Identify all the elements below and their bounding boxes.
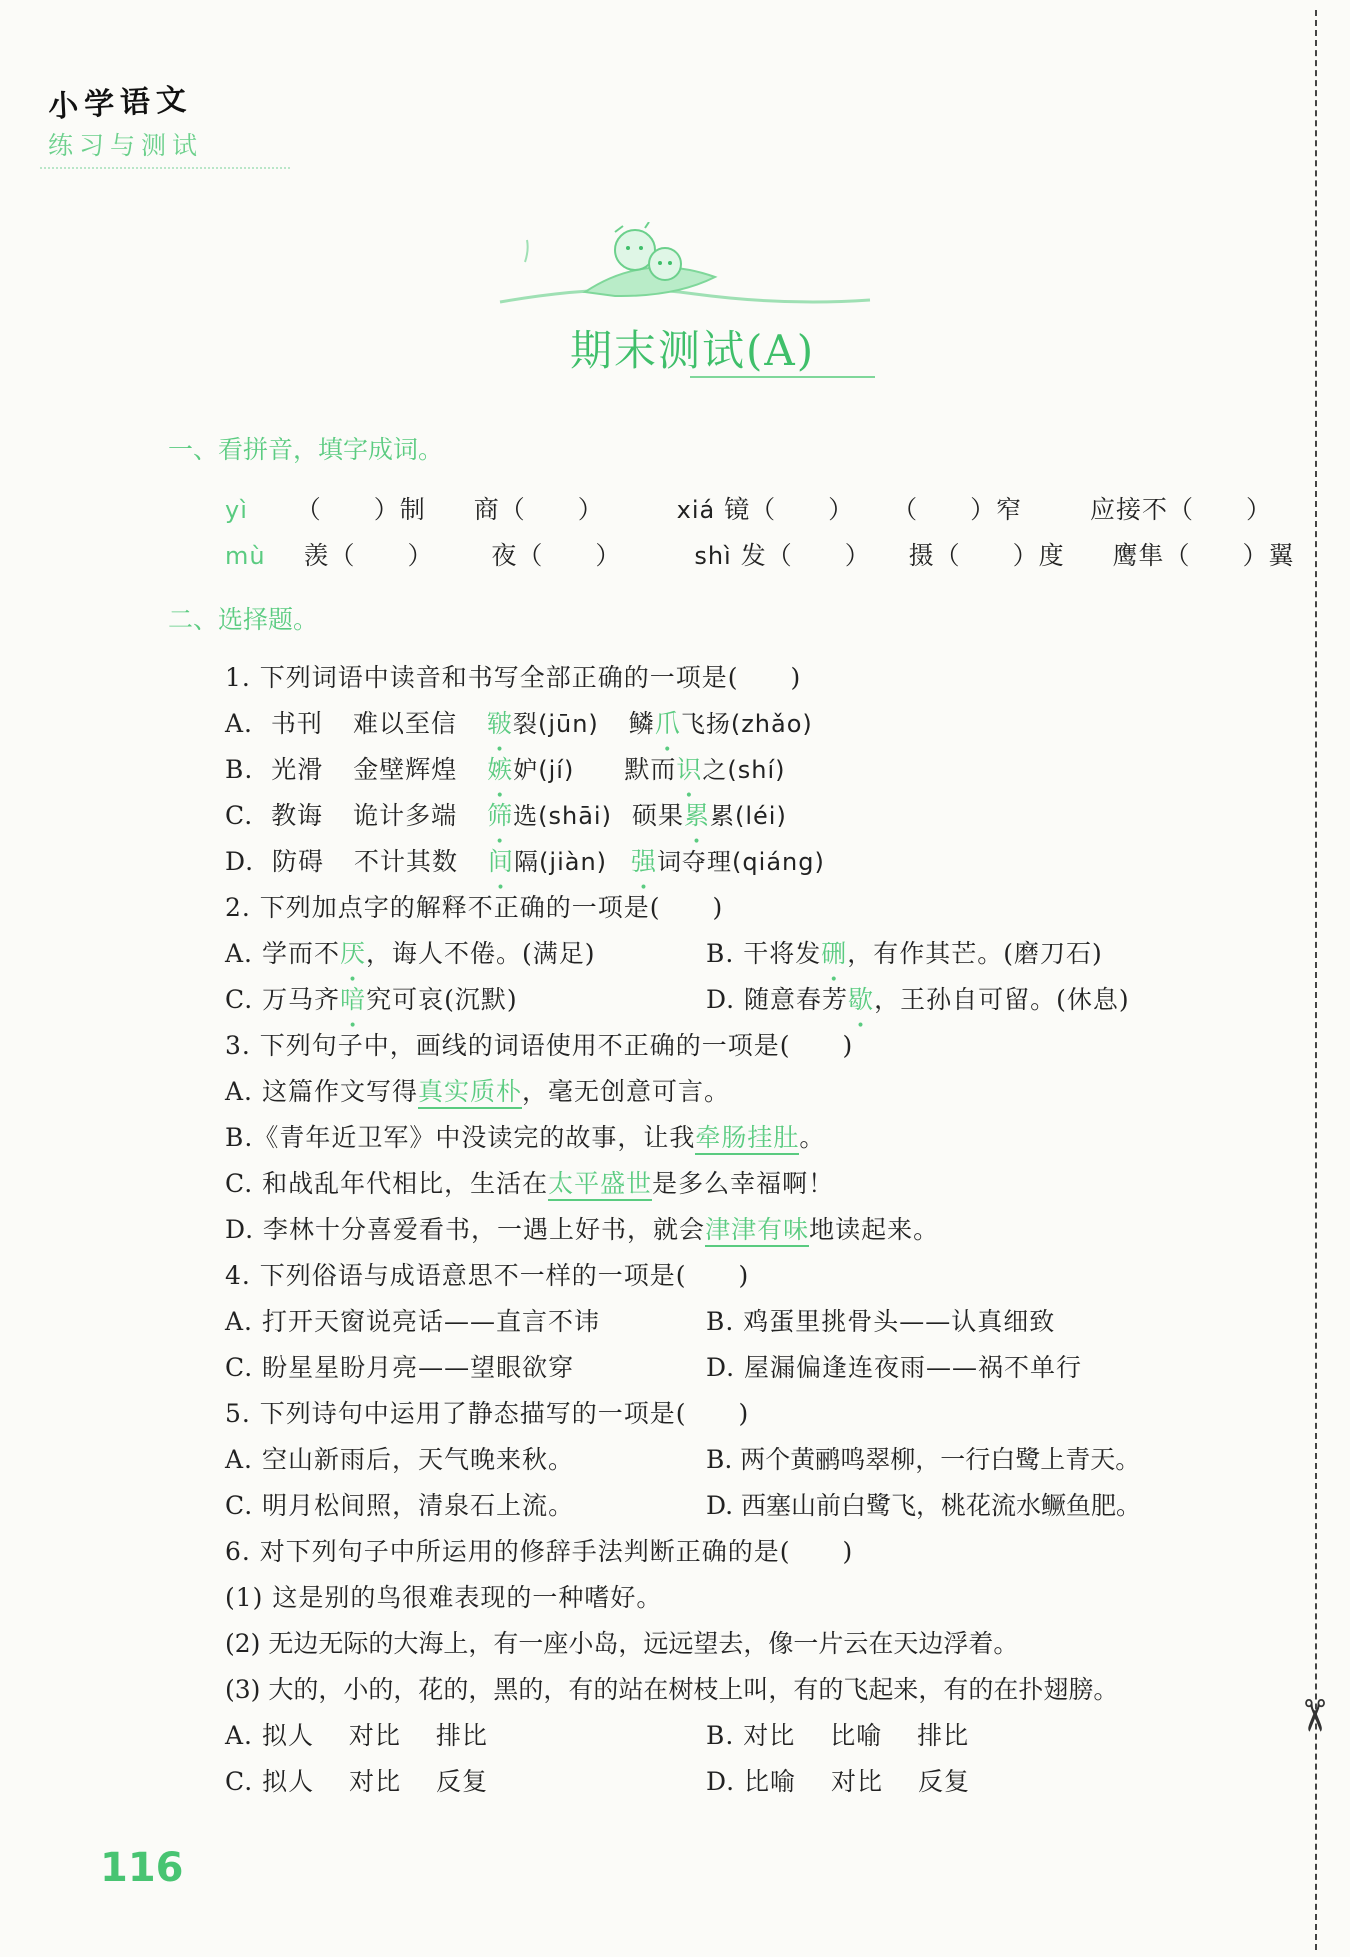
q2-option-d: D. 随意春芳歇，王孙自可留。(休息) [706,985,1130,1014]
fill-item: （ ）制 [295,495,426,524]
q6-stem: 6. 对下列句子中所运用的修辞手法判断正确的是( ) [225,1537,854,1566]
header-divider [40,167,290,169]
q3-stem: 3. 下列句子中，画线的词语使用不正确的一项是( ) [225,1031,854,1060]
q5-option-b: B. 两个黄鹂鸣翠柳，一行白鹭上青天。 [706,1445,1141,1474]
q2-stem: 2. 下列加点字的解释不正确的一项是( ) [225,893,724,922]
q1-option-d: D. 防碍 不计其数 间隔(jiàn) 强词夺理(qiáng) [225,847,825,876]
q5-option-c: C. 明月松间照，清泉石上流。 [225,1491,575,1520]
fill-item: 发（ ） [740,541,871,570]
q6-sentence-3: (3) 大的，小的，花的，黑的，有的站在树枝上叫，有的飞起来，有的在扑翅膀。 [225,1675,1119,1704]
fill-item: 镜（ ） [724,495,855,524]
q1-option-a: A. 书刊 难以至信 皲裂(jūn) 鳞爪飞扬(zhǎo) [225,709,813,738]
pinyin-label: shì [694,542,732,570]
q2-option-b: B. 干将发硎，有作其芒。(磨刀石) [706,939,1103,968]
q4-stem: 4. 下列俗语与成语意思不一样的一项是( ) [225,1261,750,1290]
q2-option-a: A. 学而不厌，诲人不倦。(满足) [225,939,596,968]
page-number: 116 [100,1845,184,1891]
q4-option-c: C. 盼星星盼月亮——望眼欲穿 [225,1353,575,1382]
q6-option-a: A. 拟人 对比 排比 [225,1721,488,1750]
kids-illustration-icon [495,222,875,312]
pinyin-label: yì [225,496,248,524]
q1-option-b: B. 光滑 金壁辉煌 嫉妒(jí) 默而识之(shí) [225,755,786,784]
fill-item: 羡（ ） [303,541,434,570]
q1-stem: 1. 下列词语中读音和书写全部正确的一项是( ) [225,663,802,692]
q4-option-d: D. 屋漏偏逢连夜雨——祸不单行 [706,1353,1083,1382]
q5-option-a: A. 空山新雨后，天气晚来秋。 [225,1445,574,1474]
fill-item: （ ）窄 [892,495,1023,524]
section2-heading: 二、选择题。 [168,605,319,634]
pinyin-row-2 [225,536,1295,572]
q6-sentence-2: (2) 无边无际的大海上，有一座小岛，远远望去，像一片云在天边浮着。 [225,1629,1019,1658]
q6-option-d: D. 比喻 对比 反复 [706,1767,970,1796]
q5-option-d: D. 西塞山前白鹭飞，桃花流水鳜鱼肥。 [706,1491,1142,1520]
fill-item: 夜（ ） [491,541,622,570]
q6-sentence-1: (1) 这是别的鸟很难表现的一种嗜好。 [225,1583,663,1612]
pinyin-row-1 [225,490,1272,526]
q3-option-c: C. 和战乱年代相比，生活在太平盛世是多么幸福啊！ [225,1164,834,1200]
page-title: 期末测试(A) [570,326,816,375]
pinyin-label: xiá [676,496,716,524]
q5-stem: 5. 下列诗句中运用了静态描写的一项是( ) [225,1399,750,1428]
q3-option-d: D. 李林十分喜爱看书，一遇上好书，就会津津有味地读起来。 [225,1210,939,1246]
series-title: 小学语文 [47,82,194,125]
title-underline [690,376,875,378]
fill-item: 摄（ ）度 [908,541,1065,570]
series-subtitle: 练习与测试 [48,131,204,160]
q1-option-c: C. 教诲 诡计多端 筛选(shāi) 硕果累累(léi) [225,801,787,830]
fill-item: 应接不（ ） [1090,495,1273,524]
q6-option-b: B. 对比 比喻 排比 [706,1721,970,1750]
scissors-icon: ✂ [1287,1697,1339,1734]
fill-item: 商（ ） [473,495,604,524]
q2-option-c: C. 万马齐喑究可哀(沉默) [225,985,518,1014]
pinyin-label: mù [225,542,266,570]
fill-item: 鹰隼（ ）翼 [1112,541,1295,570]
q3-option-b: B.《青年近卫军》中没读完的故事，让我牵肠挂肚。 [225,1118,825,1154]
q4-option-a: A. 打开天窗说亮话——直言不讳 [225,1307,600,1336]
cut-line [1315,10,1317,1950]
q3-option-a: A. 这篇作文写得真实质朴，毫无创意可言。 [225,1072,730,1108]
section1-heading: 一、看拼音，填字成词。 [168,435,444,464]
q6-option-c: C. 拟人 对比 反复 [225,1767,489,1796]
q4-option-b: B. 鸡蛋里挑骨头——认真细致 [706,1307,1056,1336]
